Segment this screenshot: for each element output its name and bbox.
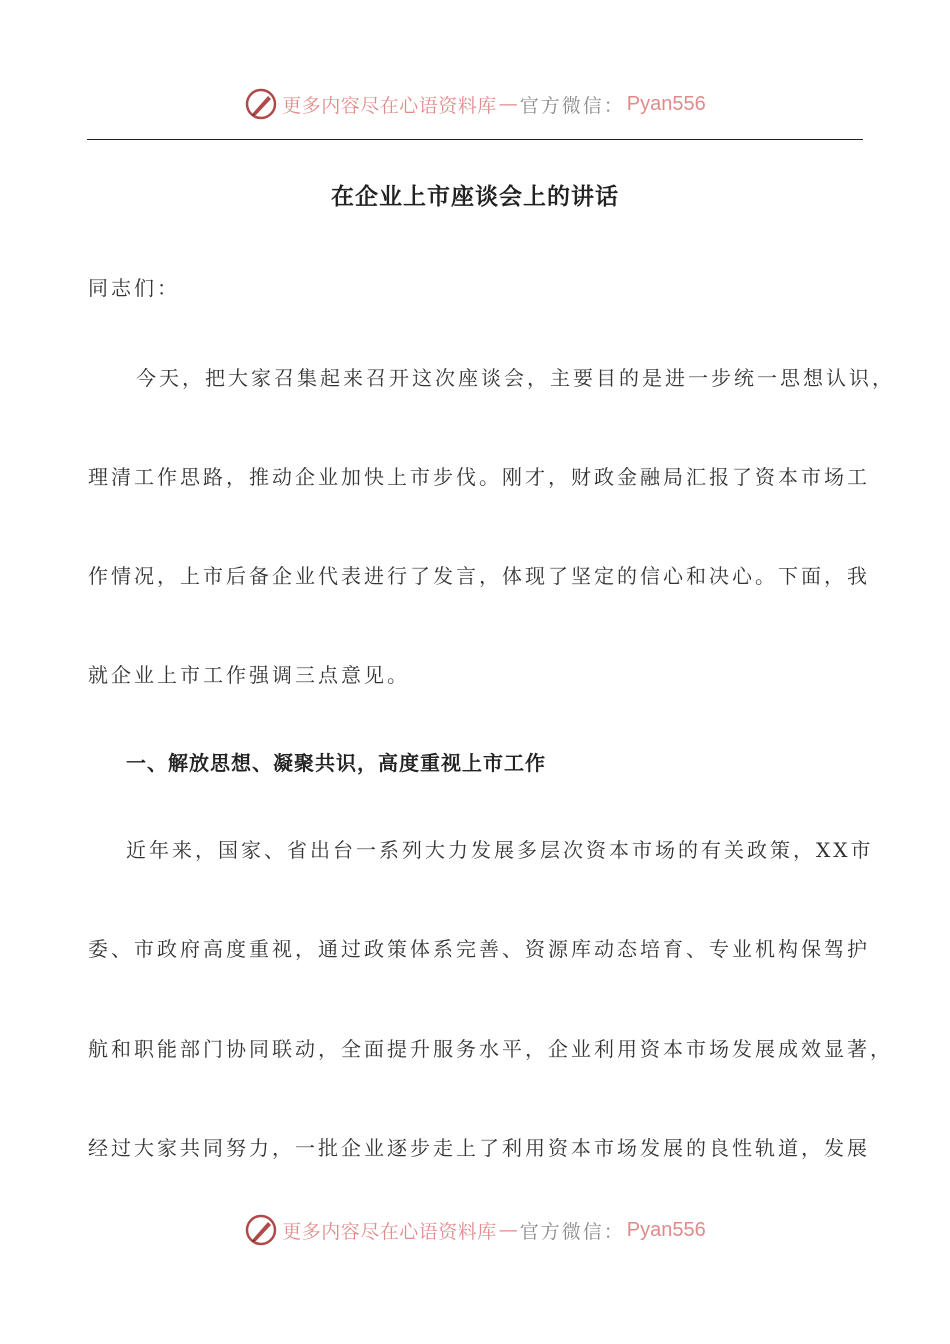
banner-wechat-id: Pyan556 (626, 92, 706, 115)
intro-line: 作情况，上市后备企业代表进行了发言，体现了坚定的信心和决心。下面，我 (88, 564, 870, 588)
salutation: 同志们： (88, 276, 180, 300)
page-title: 在企业上市座谈会上的讲话 (331, 183, 619, 210)
banner-wechat-id: Pyan556 (626, 1218, 706, 1241)
banner-separator: — (498, 93, 518, 115)
body-line: 航和职能部门协同联动，全面提升服务水平，企业利用资本市场发展成效显著， (88, 1037, 893, 1061)
banner-text: 更多内容尽在心语资料库 (282, 94, 497, 117)
body-line: 委、市政府高度重视，通过政策体系完善、资源库动态培育、专业机构保驾护 (88, 937, 870, 961)
intro-line: 就企业上市工作强调三点意见。 (88, 663, 410, 687)
header-banner (0, 84, 950, 124)
footer-banner (0, 1210, 950, 1250)
intro-line: 今天，把大家召集起来召开这次座谈会，主要目的是进一步统一思想认识， (136, 366, 895, 390)
body-line: 经过大家共同努力，一批企业逐步走上了利用资本市场发展的良性轨道，发展 (88, 1136, 870, 1160)
banner-wechat-label: 官方微信： (519, 1220, 625, 1243)
body-line: 近年来，国家、省出台一系列大力发展多层次资本市场的有关政策，XX市 (126, 838, 874, 862)
pen-icon (244, 87, 278, 121)
banner-text: 更多内容尽在心语资料库 (282, 1220, 497, 1243)
pen-icon (244, 1213, 278, 1247)
section-heading: 一、解放思想、凝聚共识，高度重视上市工作 (126, 751, 546, 775)
header-divider (87, 139, 863, 140)
banner-separator: — (498, 1219, 518, 1241)
intro-line: 理清工作思路，推动企业加快上市步伐。刚才，财政金融局汇报了资本市场工 (88, 465, 870, 489)
banner-wechat-label: 官方微信： (519, 94, 625, 117)
